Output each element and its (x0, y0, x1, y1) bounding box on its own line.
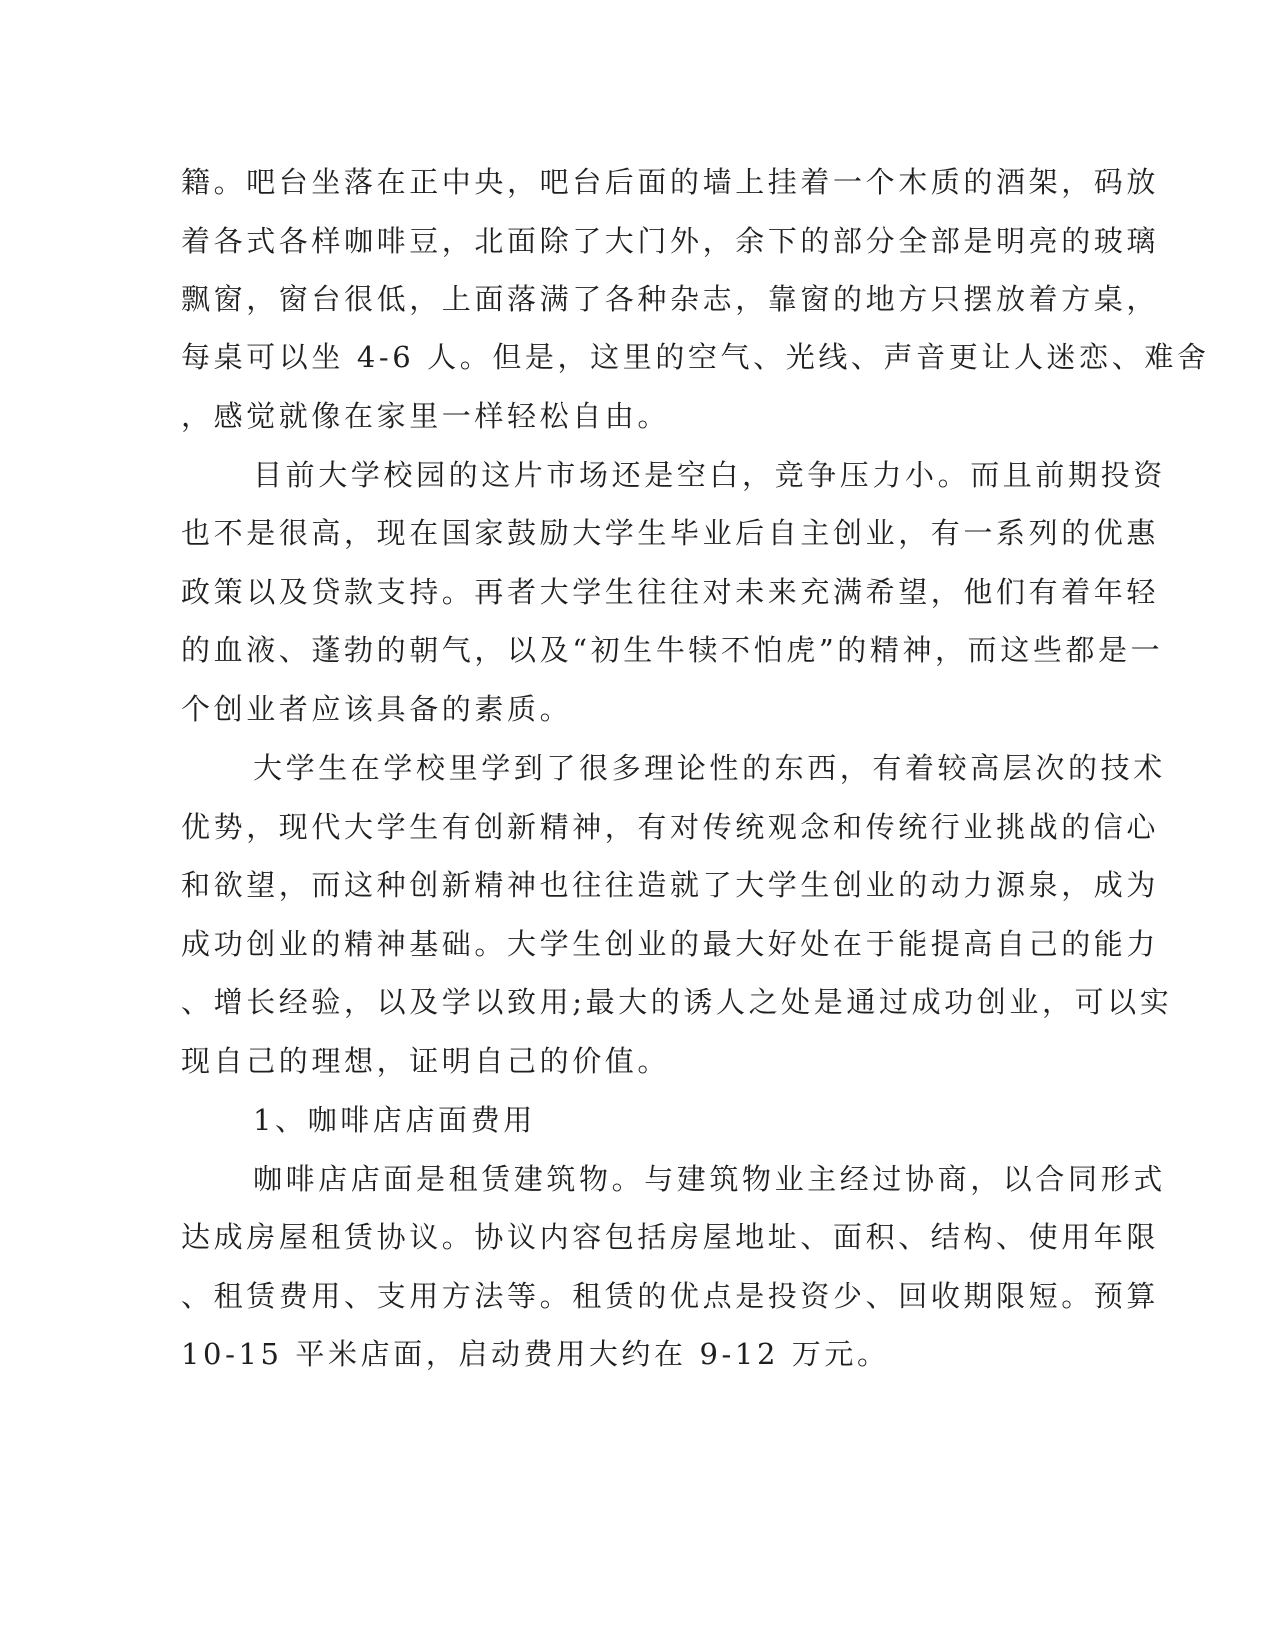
text-line: 成功创业的精神基础。大学生创业的最大好处在于能提高自己的能力 (181, 927, 1160, 961)
section-heading: 1、咖啡店店面费用 (253, 1103, 536, 1137)
text-line: 10-15 平米店面，启动费用大约在 9-12 万元。 (181, 1337, 890, 1371)
text-line: 每桌可以坐 4-6 人。但是，这里的空气、光线、声音更让人迷恋、难舍 (181, 340, 1210, 374)
paragraph-first-line: 咖啡店店面是租赁建筑物。与建筑物业主经过协商，以合同形式 (253, 1162, 1166, 1196)
text-line: 优势，现代大学生有创新精神，有对传统观念和传统行业挑战的信心 (181, 810, 1160, 844)
text-line: 个创业者应该具备的素质。 (181, 692, 573, 726)
text-line: 、增长经验，以及学以致用;最大的诱人之处是通过成功创业，可以实 (181, 985, 1173, 1019)
text-line: 达成房屋租赁协议。协议内容包括房屋地址、面积、结构、使用年限 (181, 1220, 1160, 1254)
text-line: ，感觉就像在家里一样轻松自由。 (181, 399, 671, 433)
text-line: 籍。吧台坐落在正中央，吧台后面的墙上挂着一个木质的酒架，码放 (181, 165, 1160, 199)
paragraph-first-line: 目前大学校园的这片市场还是空白，竞争压力小。而且前期投资 (253, 458, 1166, 492)
text-line: 和欲望，而这种创新精神也往往造就了大学生创业的动力源泉，成为 (181, 868, 1160, 902)
text-line: 的血液、蓬勃的朝气，以及“初生牛犊不怕虎”的精神，而这些都是一 (181, 633, 1164, 667)
text-line: 政策以及贷款支持。再者大学生往往对未来充满希望，他们有着年轻 (181, 575, 1160, 609)
text-line: 也不是很高，现在国家鼓励大学生毕业后自主创业，有一系列的优惠 (181, 516, 1160, 550)
text-line: 现自己的理想，证明自己的价值。 (181, 1044, 671, 1078)
text-line: 、租赁费用、支用方法等。租赁的优点是投资少、回收期限短。预算 (181, 1279, 1160, 1313)
paragraph-first-line: 大学生在学校里学到了很多理论性的东西，有着较高层次的技术 (253, 751, 1166, 785)
text-line: 着各式各样咖啡豆，北面除了大门外，余下的部分全部是明亮的玻璃 (181, 224, 1160, 258)
text-line: 飘窗，窗台很低，上面落满了各种杂志，靠窗的地方只摆放着方桌， (181, 282, 1160, 316)
